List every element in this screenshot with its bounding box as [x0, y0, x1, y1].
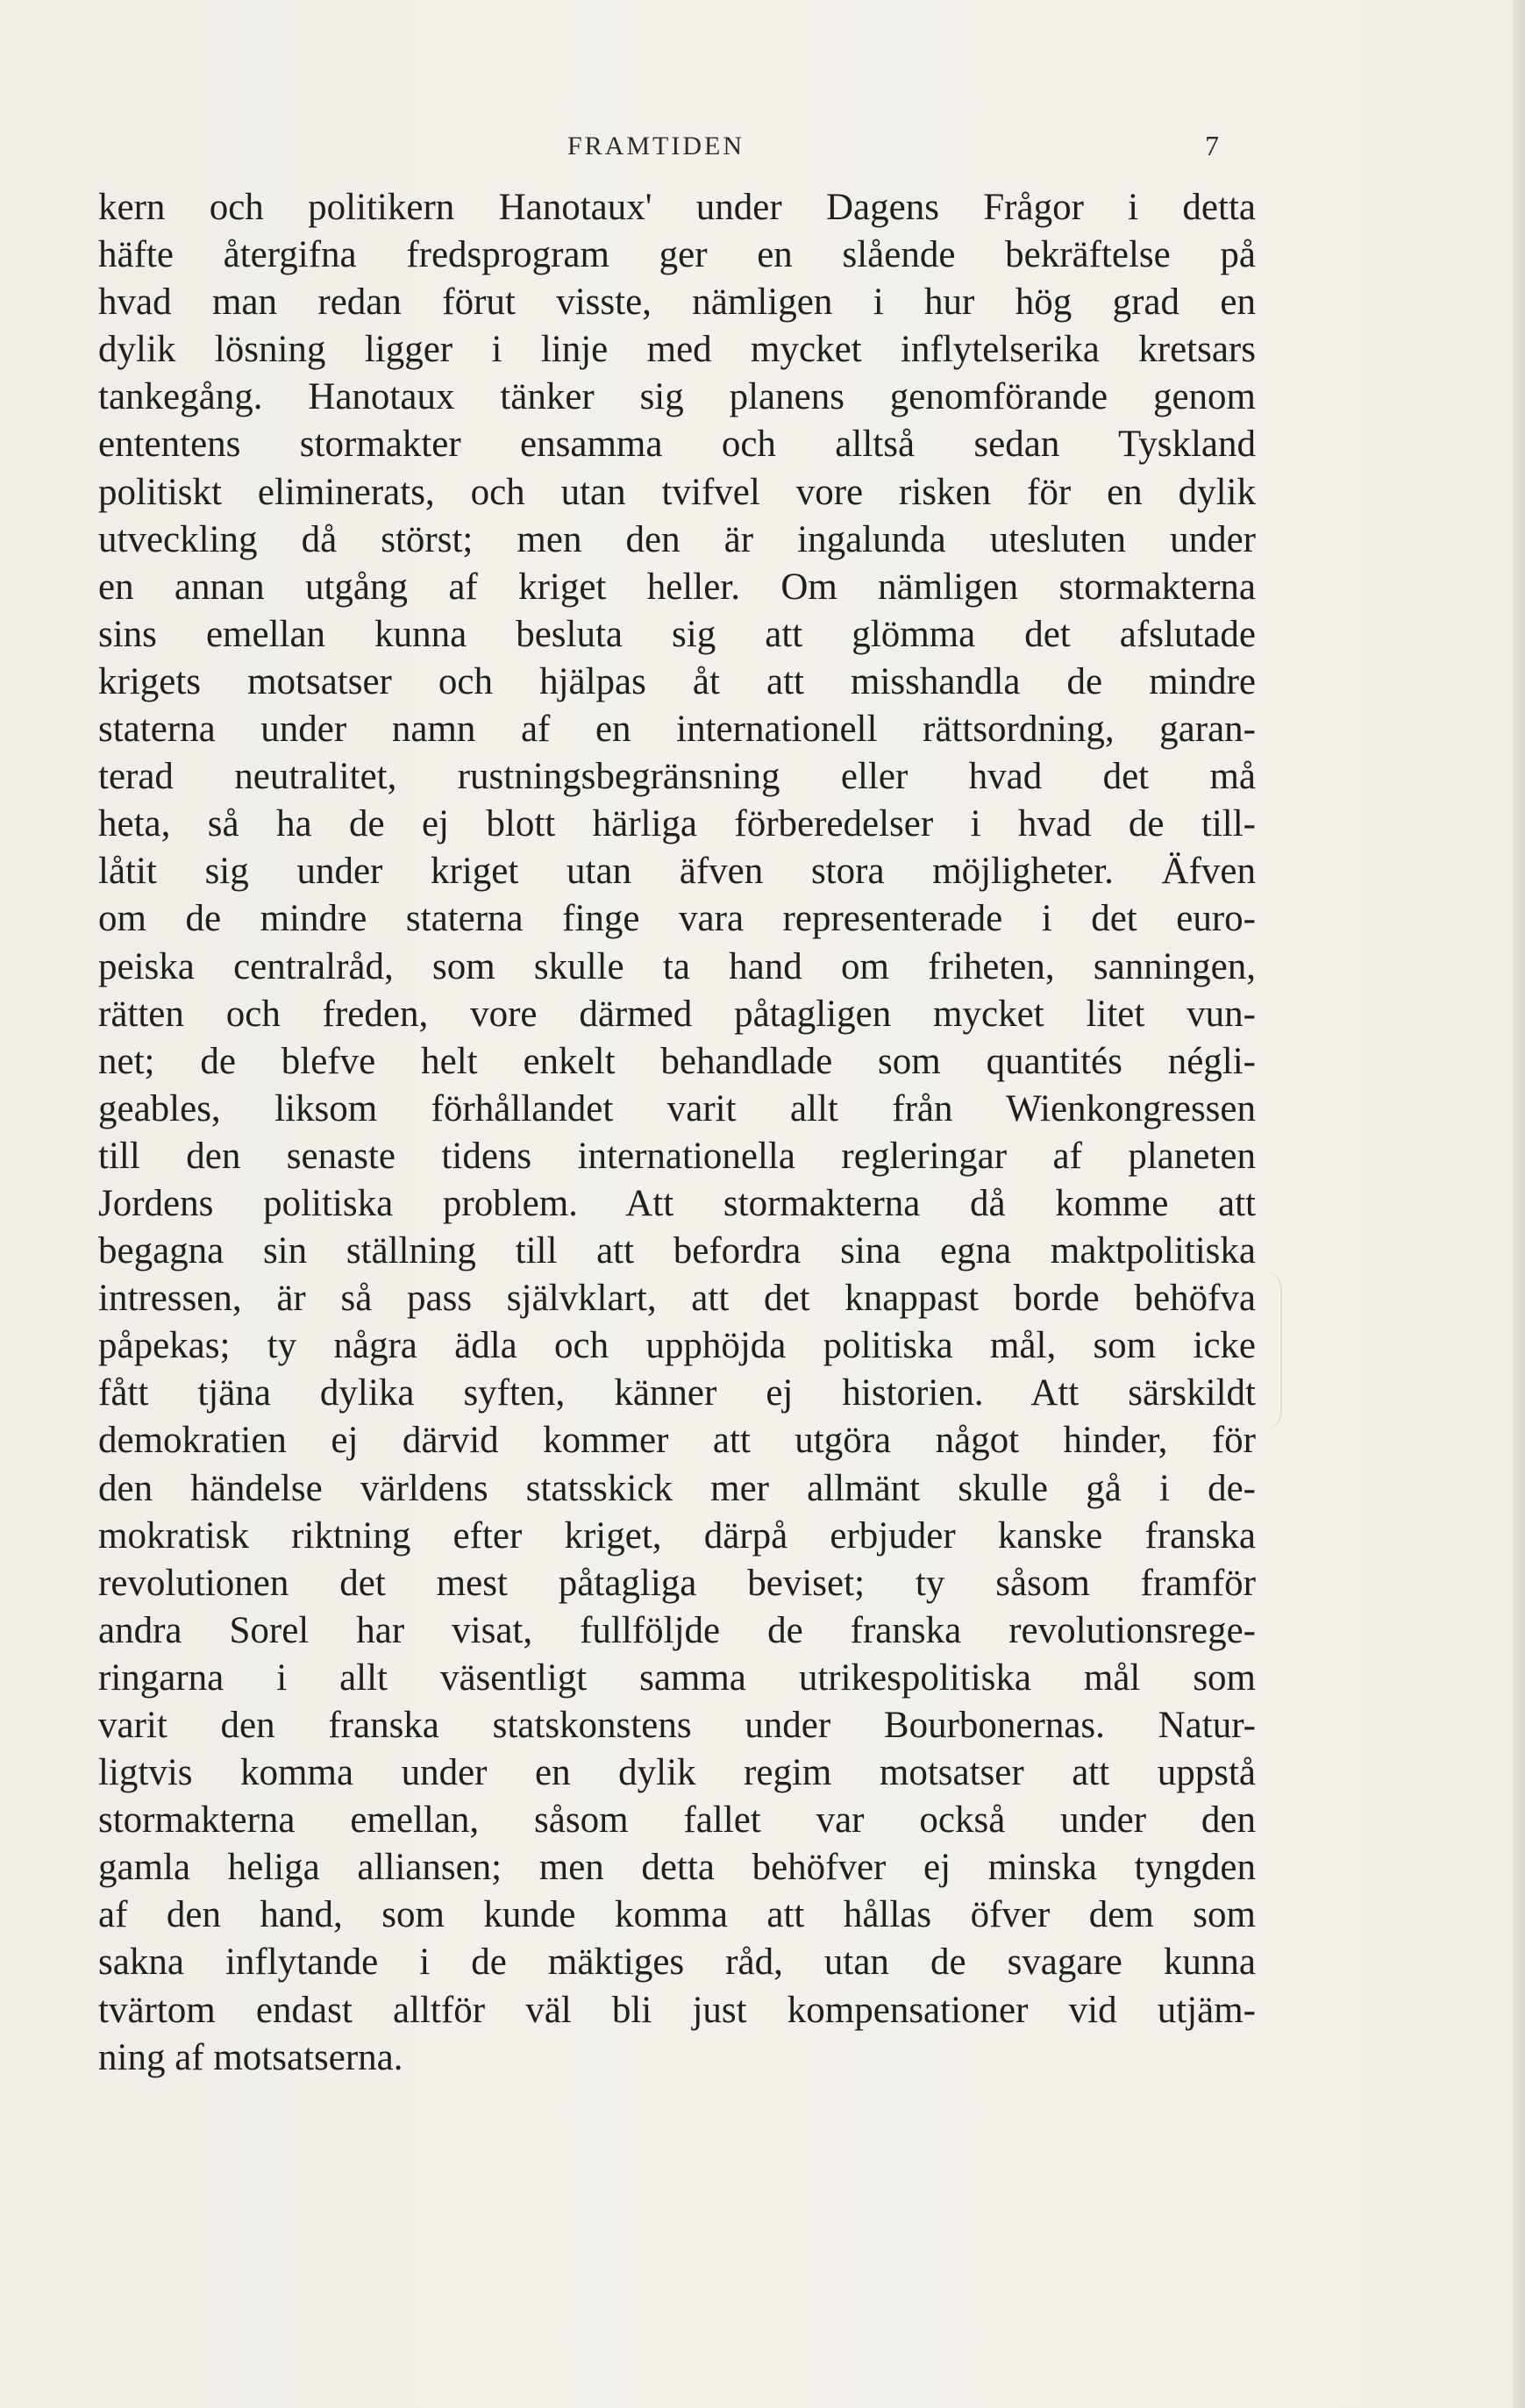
page-edge-shadow — [1513, 0, 1525, 2408]
text-line: net; de blefve helt enkelt behandlade som quantités négli- — [98, 1040, 1256, 1082]
text-line: Jordens politiska problem. Att stormakterna då komme att — [98, 1182, 1256, 1224]
page-header — [98, 132, 1256, 167]
text-line: heta, så ha de ej blott härliga förberedelser i hvad de till- — [98, 803, 1256, 845]
text-line: dylik lösning ligger i linje med mycket inflytelserika kretsars — [98, 329, 1256, 371]
text-line: en annan utgång af kriget heller. Om nämligen stormakterna — [98, 566, 1256, 608]
text-line: hvad man redan förut visste, nämligen i hur hög grad en — [98, 281, 1256, 324]
text-line: häfte återgifna fredsprogram ger en slående bekräftelse på — [98, 234, 1256, 276]
text-line: rätten och freden, vore därmed påtagligen mycket litet vun- — [98, 993, 1256, 1035]
text-line: politiskt eliminerats, och utan tvifvel vore risken för en dylik — [98, 471, 1256, 513]
text-line: begagna sin ställning till att befordra sina egna maktpolitiska — [98, 1230, 1256, 1272]
text-line: till den senaste tidens internationella regleringar af planeten — [98, 1135, 1256, 1177]
body-text — [98, 184, 1256, 2082]
text-line: låtit sig under kriget utan äfven stora möjligheter. Äfven — [98, 851, 1256, 893]
text-line: staterna under namn af en internationell rättsordning, garan- — [98, 709, 1256, 751]
running-title: FRAMTIDEN — [567, 132, 745, 160]
text-line: sins emellan kunna besluta sig att glömma det afslutade — [98, 613, 1256, 655]
text-line: varit den franska statskonstens under Bourbonernas. Natur- — [98, 1705, 1256, 1746]
text-line: krigets motsatser och hjälpas åt att misshandla de mindre — [98, 660, 1256, 702]
text-line: sakna inflytande i de mäktiges råd, utan de svagare kunna — [98, 1941, 1256, 1984]
page-number: 7 — [1205, 130, 1219, 161]
text-line: stormakterna emellan, såsom fallet var också under den — [98, 1799, 1256, 1842]
text-line: af den hand, som kunde komma att hållas öfver dem som — [98, 1894, 1256, 1936]
text-line: ringarna i allt väsentligt samma utrikespolitiska mål som — [98, 1656, 1256, 1699]
text-line: geables, liksom förhållandet varit allt från Wienkongressen — [98, 1087, 1256, 1129]
text-line: andra Sorel har visat, fullföljde de franska revolutionsrege- — [98, 1609, 1256, 1651]
text-line: påpekas; ty några ädla och upphöjda politiska mål, som icke — [98, 1325, 1256, 1367]
text-line: tvärtom endast alltför väl bli just kompensationer vid utjäm- — [98, 1989, 1256, 2031]
text-line: revolutionen det mest påtagliga beviset; ty såsom framför — [98, 1562, 1256, 1604]
text-line: kern och politikern Hanotaux' under Dagens Frågor i detta — [98, 187, 1256, 228]
text-line: terad neutralitet, rustningsbegränsning eller hvad det må — [98, 756, 1256, 798]
text-line: fått tjäna dylika syften, känner ej historien. Att särskildt — [98, 1372, 1256, 1414]
text-line: ententens stormakter ensamma och alltså sedan Tyskland — [98, 424, 1256, 466]
text-line: demokratien ej därvid kommer att utgöra något hinder, för — [98, 1420, 1256, 1462]
text-line: ligtvis komma under en dylik regim motsatser att uppstå — [98, 1752, 1256, 1794]
text-line: tankegång. Hanotaux tänker sig planens genomförande genom — [98, 376, 1256, 418]
text-line: intressen, är så pass självklart, att det knappast borde behöfva — [98, 1278, 1256, 1320]
text-line: mokratisk riktning efter kriget, därpå erbjuder kanske franska — [98, 1514, 1256, 1557]
text-line: utveckling då störst; men den är ingalunda utesluten under — [98, 518, 1256, 560]
margin-pencil-mark — [1263, 1272, 1282, 1429]
text-line: gamla heliga alliansen; men detta behöfver ej minska tyngden — [98, 1847, 1256, 1889]
text-line: peiska centralråd, som skulle ta hand om friheten, sanningen, — [98, 945, 1256, 987]
text-line: ning af motsatserna. — [98, 2036, 403, 2078]
text-line: den händelse världens statsskick mer allmänt skulle gå i de- — [98, 1467, 1256, 1509]
text-line: om de mindre staterna finge vara representerade i det euro- — [98, 898, 1256, 940]
